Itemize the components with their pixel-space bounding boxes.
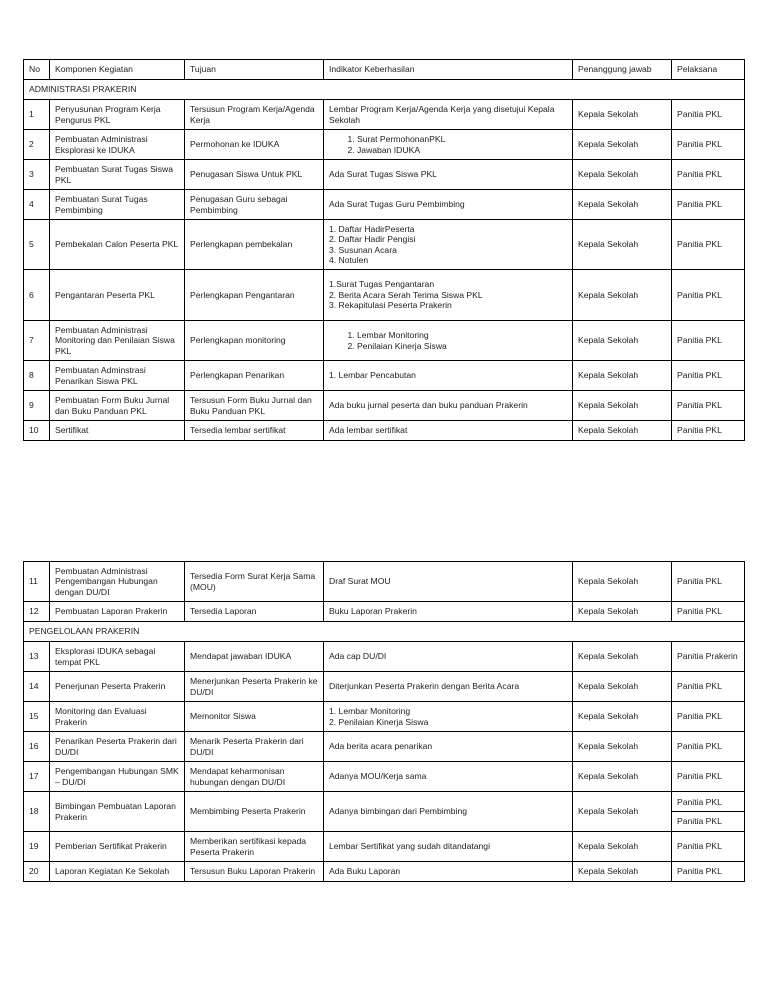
cell-tujuan: Permohonan ke IDUKA [185, 130, 324, 160]
cell-indikator [324, 130, 573, 160]
cell-no: 3 [24, 160, 50, 190]
activity-table-page-1 [23, 59, 745, 441]
cell-komponen: Eksplorasi IDUKA sebagai tempat PKL [50, 642, 185, 672]
indikator-line: 4. Notulen [329, 255, 369, 265]
cell-penanggung: Kepala Sekolah [573, 762, 672, 792]
cell-pelaksana: Panitia PKL [672, 602, 745, 622]
cell-indikator: Adanya bimbingan dari Pembimbing [324, 792, 573, 832]
table-row [24, 190, 745, 220]
table-row [24, 100, 745, 130]
cell-no: 20 [24, 862, 50, 882]
table-row [24, 160, 745, 190]
cell-penanggung: Kepala Sekolah [573, 672, 672, 702]
indikator-list-item: 1. Surat PermohonanPKL [357, 134, 567, 145]
cell-no: 6 [24, 270, 50, 321]
cell-pelaksana: Panitia PKL [672, 732, 745, 762]
cell-no: 14 [24, 672, 50, 702]
cell-no: 15 [24, 702, 50, 732]
cell-tujuan: Perlengkapan Penarikan [185, 361, 324, 391]
cell-penanggung: Kepala Sekolah [573, 792, 672, 832]
cell-indikator [324, 702, 573, 732]
cell-pelaksana: Panitia PKL [672, 391, 745, 421]
cell-komponen: Pembuatan Administrasi Monitoring dan Penilaian Siswa PKL [50, 321, 185, 361]
cell-tujuan: Penugasan Siswa Untuk PKL [185, 160, 324, 190]
cell-penanggung: Kepala Sekolah [573, 702, 672, 732]
cell-no: 13 [24, 642, 50, 672]
cell-penanggung: Kepala Sekolah [573, 361, 672, 391]
cell-pelaksana: Panitia PKL [672, 562, 745, 602]
cell-komponen: Penyusunan Program Kerja Pengurus PKL [50, 100, 185, 130]
cell-indikator: Ada Surat Tugas Siswa PKL [324, 160, 573, 190]
cell-indikator: Ada Surat Tugas Guru Pembimbing [324, 190, 573, 220]
indikator-list-item: 2. Penilaian Kinerja Siswa [357, 341, 567, 352]
cell-no: 12 [24, 602, 50, 622]
cell-tujuan: Tersusun Form Buku Jurnal dan Buku Panduan PKL [185, 391, 324, 421]
table-row [24, 732, 745, 762]
table-row [24, 702, 745, 732]
cell-indikator: Ada Buku Laporan [324, 862, 573, 882]
cell-indikator [324, 321, 573, 361]
cell-tujuan: Membimbing Peserta Prakerin [185, 792, 324, 832]
cell-indikator: Ada lembar sertifikat [324, 421, 573, 441]
cell-no: 2 [24, 130, 50, 160]
cell-pelaksana: Panitia PKL [672, 190, 745, 220]
indikator-list [329, 134, 567, 155]
section-title: ADMINISTRASI PRAKERIN [24, 80, 745, 100]
cell-no: 7 [24, 321, 50, 361]
pelaksana-entry: Panitia PKL [672, 811, 744, 827]
pelaksana-entry: Panitia PKL [677, 796, 722, 807]
cell-penanggung: Kepala Sekolah [573, 220, 672, 270]
cell-komponen: Pemberian Sertifikat Prakerin [50, 832, 185, 862]
cell-penanggung: Kepala Sekolah [573, 832, 672, 862]
cell-komponen: Laporan Kegiatan Ke Sekolah [50, 862, 185, 882]
header-tujuan: Tujuan [185, 60, 324, 80]
cell-penanggung: Kepala Sekolah [573, 421, 672, 441]
table-row [24, 391, 745, 421]
cell-no: 16 [24, 732, 50, 762]
section-title: PENGELOLAAN PRAKERIN [24, 622, 745, 642]
indikator-list-item: 1. Lembar Monitoring [357, 330, 567, 341]
cell-no: 18 [24, 792, 50, 832]
section-row [24, 622, 745, 642]
header-komponen: Komponen Kegiatan [50, 60, 185, 80]
cell-penanggung: Kepala Sekolah [573, 190, 672, 220]
table-row [24, 321, 745, 361]
cell-komponen: Pembuatan Administrasi Eksplorasi ke IDUKA [50, 130, 185, 160]
cell-pelaksana: Panitia Prakerin [672, 642, 745, 672]
table-row [24, 672, 745, 702]
cell-pelaksana: Panitia PKL [672, 421, 745, 441]
table-row [24, 832, 745, 862]
cell-indikator: Ada buku jurnal peserta dan buku panduan Prakerin [324, 391, 573, 421]
cell-tujuan: Tersedia Laporan [185, 602, 324, 622]
cell-tujuan: Mendapat jawaban IDUKA [185, 642, 324, 672]
cell-no: 19 [24, 832, 50, 862]
cell-penanggung: Kepala Sekolah [573, 642, 672, 672]
cell-indikator: Diterjunkan Peserta Prakerin dengan Berita Acara [324, 672, 573, 702]
table-row [24, 602, 745, 622]
cell-komponen: Pengantaran Peserta PKL [50, 270, 185, 321]
activity-table-page-2 [23, 561, 745, 882]
cell-penanggung: Kepala Sekolah [573, 562, 672, 602]
cell-tujuan: Tersusun Buku Laporan Prakerin [185, 862, 324, 882]
cell-komponen: Pembuatan Administrasi Pengembangan Hubungan dengan DU/DI [50, 562, 185, 602]
cell-komponen: Penarikan Peserta Prakerin dari DU/DI [50, 732, 185, 762]
cell-pelaksana: Panitia PKL [672, 762, 745, 792]
cell-indikator: 1. Lembar Pencabutan [324, 361, 573, 391]
cell-komponen: Penerjunan Peserta Prakerin [50, 672, 185, 702]
cell-komponen: Pembuatan Surat Tugas Siswa PKL [50, 160, 185, 190]
indikator-line: 1.Surat Tugas Pengantaran [329, 279, 435, 290]
cell-tujuan: Tersusun Program Kerja/Agenda Kerja [185, 100, 324, 130]
cell-no: 9 [24, 391, 50, 421]
cell-komponen: Sertifikat [50, 421, 185, 441]
table-row [24, 270, 745, 321]
cell-penanggung: Kepala Sekolah [573, 732, 672, 762]
cell-indikator: Draf Surat MOU [324, 562, 573, 602]
cell-no: 11 [24, 562, 50, 602]
cell-indikator: Buku Laporan Prakerin [324, 602, 573, 622]
section-row [24, 80, 745, 100]
cell-pelaksana [672, 792, 745, 832]
table-row [24, 130, 745, 160]
cell-no: 5 [24, 220, 50, 270]
indikator-line: 3. Rekapitulasi Peserta Prakerin [329, 300, 452, 311]
cell-no: 1 [24, 100, 50, 130]
cell-tujuan: Tersedia Form Surat Kerja Sama (MOU) [185, 562, 324, 602]
cell-pelaksana: Panitia PKL [672, 270, 745, 321]
cell-penanggung: Kepala Sekolah [573, 100, 672, 130]
cell-tujuan: Perlengkapan pembekalan [185, 220, 324, 270]
indikator-line: 2. Penilaian Kinerja Siswa [329, 716, 429, 727]
cell-pelaksana: Panitia PKL [672, 100, 745, 130]
cell-komponen: Pengembangan Hubungan SMK – DU/DI [50, 762, 185, 792]
cell-no: 8 [24, 361, 50, 391]
cell-tujuan: Perlengkapan monitoring [185, 321, 324, 361]
cell-komponen: Pembekalan Calon Peserta PKL [50, 220, 185, 270]
cell-indikator [324, 220, 573, 270]
cell-komponen: Bimbingan Pembuatan Laporan Prakerin [50, 792, 185, 832]
cell-tujuan: Menarik Peserta Prakerin dari DU/DI [185, 732, 324, 762]
table-row [24, 792, 745, 832]
table-row [24, 361, 745, 391]
cell-no: 10 [24, 421, 50, 441]
cell-no: 4 [24, 190, 50, 220]
header-pelaksana: Pelaksana [672, 60, 745, 80]
cell-indikator [324, 270, 573, 321]
cell-komponen: Pembuatan Laporan Prakerin [50, 602, 185, 622]
table-row [24, 862, 745, 882]
header-no: No [24, 60, 50, 80]
cell-no: 17 [24, 762, 50, 792]
indikator-line: 3. Susunan Acara [329, 244, 397, 255]
cell-komponen: Pembuatan Adminstrasi Penarikan Siswa PKL [50, 361, 185, 391]
cell-penanggung: Kepala Sekolah [573, 270, 672, 321]
header-penanggung: Penanggung jawab [573, 60, 672, 80]
table-row [24, 220, 745, 270]
indikator-line: 2. Berita Acara Serah Terima Siswa PKL [329, 289, 483, 300]
cell-pelaksana: Panitia PKL [672, 220, 745, 270]
cell-tujuan: Memberikan sertifikasi kepada Peserta Prakerin [185, 832, 324, 862]
cell-komponen: Pembuatan Surat Tugas Pembimbing [50, 190, 185, 220]
cell-pelaksana: Panitia PKL [672, 702, 745, 732]
cell-pelaksana: Panitia PKL [672, 160, 745, 190]
indikator-line: 1. Daftar HadirPeserta [329, 223, 415, 234]
cell-tujuan: Perlengkapan Pengantaran [185, 270, 324, 321]
cell-pelaksana: Panitia PKL [672, 672, 745, 702]
cell-indikator: Ada berita acara penarikan [324, 732, 573, 762]
cell-komponen: Monitoring dan Evaluasi Prakerin [50, 702, 185, 732]
cell-pelaksana: Panitia PKL [672, 361, 745, 391]
cell-pelaksana: Panitia PKL [672, 130, 745, 160]
cell-tujuan: Penugasan Guru sebagai Pembimbing [185, 190, 324, 220]
cell-tujuan: Mendapat keharmonisan hubungan dengan DU/DI [185, 762, 324, 792]
cell-indikator: Lembar Program Kerja/Agenda Kerja yang disetujui Kepala Sekolah [324, 100, 573, 130]
indikator-line: 2. Daftar Hadir Pengisi [329, 234, 416, 244]
cell-pelaksana: Panitia PKL [672, 321, 745, 361]
table-row [24, 421, 745, 441]
table-row [24, 562, 745, 602]
header-indikator: Indikator Keberhasilan [324, 60, 573, 80]
cell-pelaksana: Panitia PKL [672, 832, 745, 862]
indikator-list-item: 2. Jawaban IDUKA [357, 145, 567, 156]
cell-penanggung: Kepala Sekolah [573, 130, 672, 160]
cell-indikator: Adanya MOU/Kerja sama [324, 762, 573, 792]
cell-penanggung: Kepala Sekolah [573, 391, 672, 421]
cell-tujuan: Tersedia lembar sertifikat [185, 421, 324, 441]
indikator-list [329, 330, 567, 351]
cell-penanggung: Kepala Sekolah [573, 321, 672, 361]
cell-penanggung: Kepala Sekolah [573, 602, 672, 622]
cell-pelaksana: Panitia PKL [672, 862, 745, 882]
cell-tujuan: Menerjunkan Peserta Prakerin ke DU/DI [185, 672, 324, 702]
cell-tujuan: Memonitor Siswa [185, 702, 324, 732]
cell-indikator: Lembar Sertifikat yang sudah ditandatangi [324, 832, 573, 862]
table-row [24, 762, 745, 792]
cell-penanggung: Kepala Sekolah [573, 862, 672, 882]
cell-komponen: Pembuatan Form Buku Jurnal dan Buku Panduan PKL [50, 391, 185, 421]
cell-indikator: Ada cap DU/DI [324, 642, 573, 672]
cell-penanggung: Kepala Sekolah [573, 160, 672, 190]
indikator-line: 1. Lembar Monitoring [329, 706, 411, 716]
table-header-row [24, 60, 745, 80]
table-row [24, 642, 745, 672]
